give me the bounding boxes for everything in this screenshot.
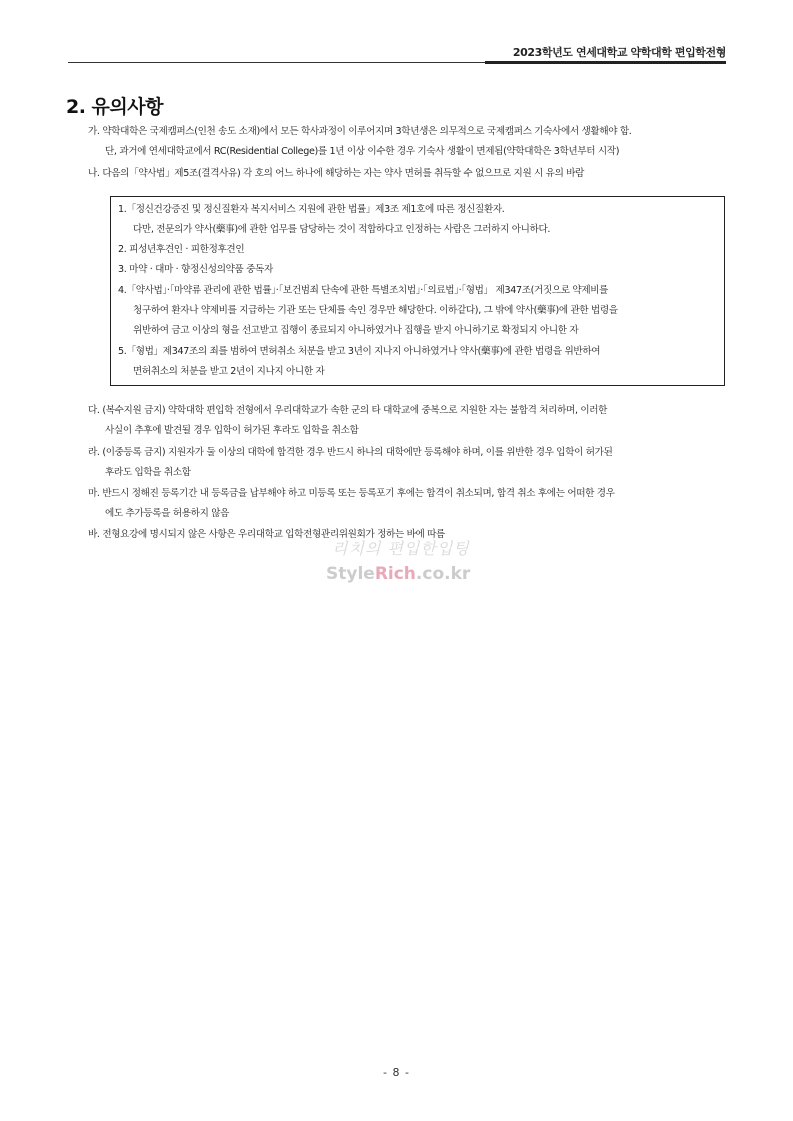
notice-item-na (88, 164, 728, 184)
watermark-brand-b: Rich (374, 564, 416, 584)
box-line: 4.「약사법」·「마약류 관리에 관한 법률」·「보건범죄 단속에 관한 특별조치법」·「의료법」·「형법」 제347조(거짓으로 약제비를 (118, 285, 609, 296)
notice-item-ma (88, 484, 728, 524)
notice-line: 다. (복수지원 금지) 약학대학 편입학 전형에서 우리대학교가 속한 군의 타 대학교에 중복으로 지원한 자는 불합격 처리하며, 이러한 (88, 405, 608, 416)
watermark-script: 리치의 편입한입팅 (332, 539, 470, 558)
box-line: 5.「형법」제347조의 죄를 범하여 면허취소 처분을 받고 3년이 지나지 아니하였거나 약사(藥事)에 관한 법령을 위반하여 (118, 346, 601, 357)
box-line: 1.「정신건강증진 및 정신질환자 복지서비스 지원에 관한 법률」제3조 제1호에 따른 정신질환자. (118, 204, 505, 215)
notice-line: 마. 반드시 정해진 등록기간 내 등록금을 납부해야 하고 미등록 또는 등록포기 후에는 합격이 취소되며, 합격 취소 후에는 어떠한 경우 (88, 488, 615, 499)
watermark-brand-a: Style (326, 564, 375, 584)
box-line: 다만, 전문의가 약사(藥事)에 관한 업무를 담당하는 것이 적합하다고 인정하는 사람은 그러하지 아니하다. (133, 224, 551, 235)
watermark (326, 534, 486, 590)
notice-line: 후라도 입학을 취소함 (105, 467, 191, 478)
section-title: 2. 유의사항 (66, 96, 163, 118)
watermark-brand-c: .co.kr (415, 564, 471, 584)
page-number: - 8 - (383, 1066, 410, 1079)
notice-line: 에도 추가등록을 허용하지 않음 (105, 508, 230, 519)
header-title: 2023학년도 연세대학교 약학대학 편입학전형 (512, 46, 726, 59)
box-line: 청구하여 환자나 약제비를 지급하는 기관 또는 단체를 속인 경우만 해당한다. 이하같다), 그 밖에 약사(藥事)에 관한 법령을 (133, 305, 618, 316)
notice-item-da (88, 401, 728, 441)
box-line: 면허취소의 처분을 받고 2년이 지나지 아니한 자 (133, 366, 325, 377)
notice-item-ga (88, 122, 728, 162)
disqualification-box (110, 196, 725, 386)
notice-line: 단, 과거에 연세대학교에서 RC(Residential College)를 1년 이상 이수한 경우 기숙사 생활이 면제됨(약학대학은 3학년부터 시작) (105, 146, 620, 157)
notice-line: 나. 다음의「약사법」제5조(결격사유) 각 호의 어느 하나에 해당하는 자는 약사 면허를 취득할 수 없으므로 지원 시 유의 바람 (88, 168, 585, 179)
box-line: 위반하여 금고 이상의 형을 선고받고 집행이 종료되지 아니하였거나 집행을 받지 아니하기로 확정되지 아니한 자 (133, 325, 579, 336)
header-rule-accent (485, 61, 726, 64)
notice-item-ra (88, 443, 728, 483)
notice-line: 사실이 추후에 발견될 경우 입학이 허가된 후라도 입학을 취소함 (105, 425, 359, 436)
notice-line: 라. (이중등록 금지) 지원자가 둘 이상의 대학에 합격한 경우 반드시 하나의 대학에만 등록해야 하며, 이를 위반한 경우 입학이 허가된 (88, 447, 613, 458)
box-line: 2. 피성년후견인 · 피한정후견인 (118, 244, 245, 255)
box-line: 3. 마약 · 대마 · 향정신성의약품 중독자 (118, 264, 273, 275)
watermark-brand (326, 564, 470, 584)
notice-line: 바. 전형요강에 명시되지 않은 사항은 우리대학교 입학전형관리위원회가 정하는 바에 따름 (88, 529, 445, 540)
header-title-area (485, 44, 726, 62)
notice-line: 가. 약학대학은 국제캠퍼스(인천 송도 소재)에서 모든 학사과정이 이루어지며 3학년생은 의무적으로 국제캠퍼스 기숙사에서 생활해야 함. (88, 126, 632, 137)
